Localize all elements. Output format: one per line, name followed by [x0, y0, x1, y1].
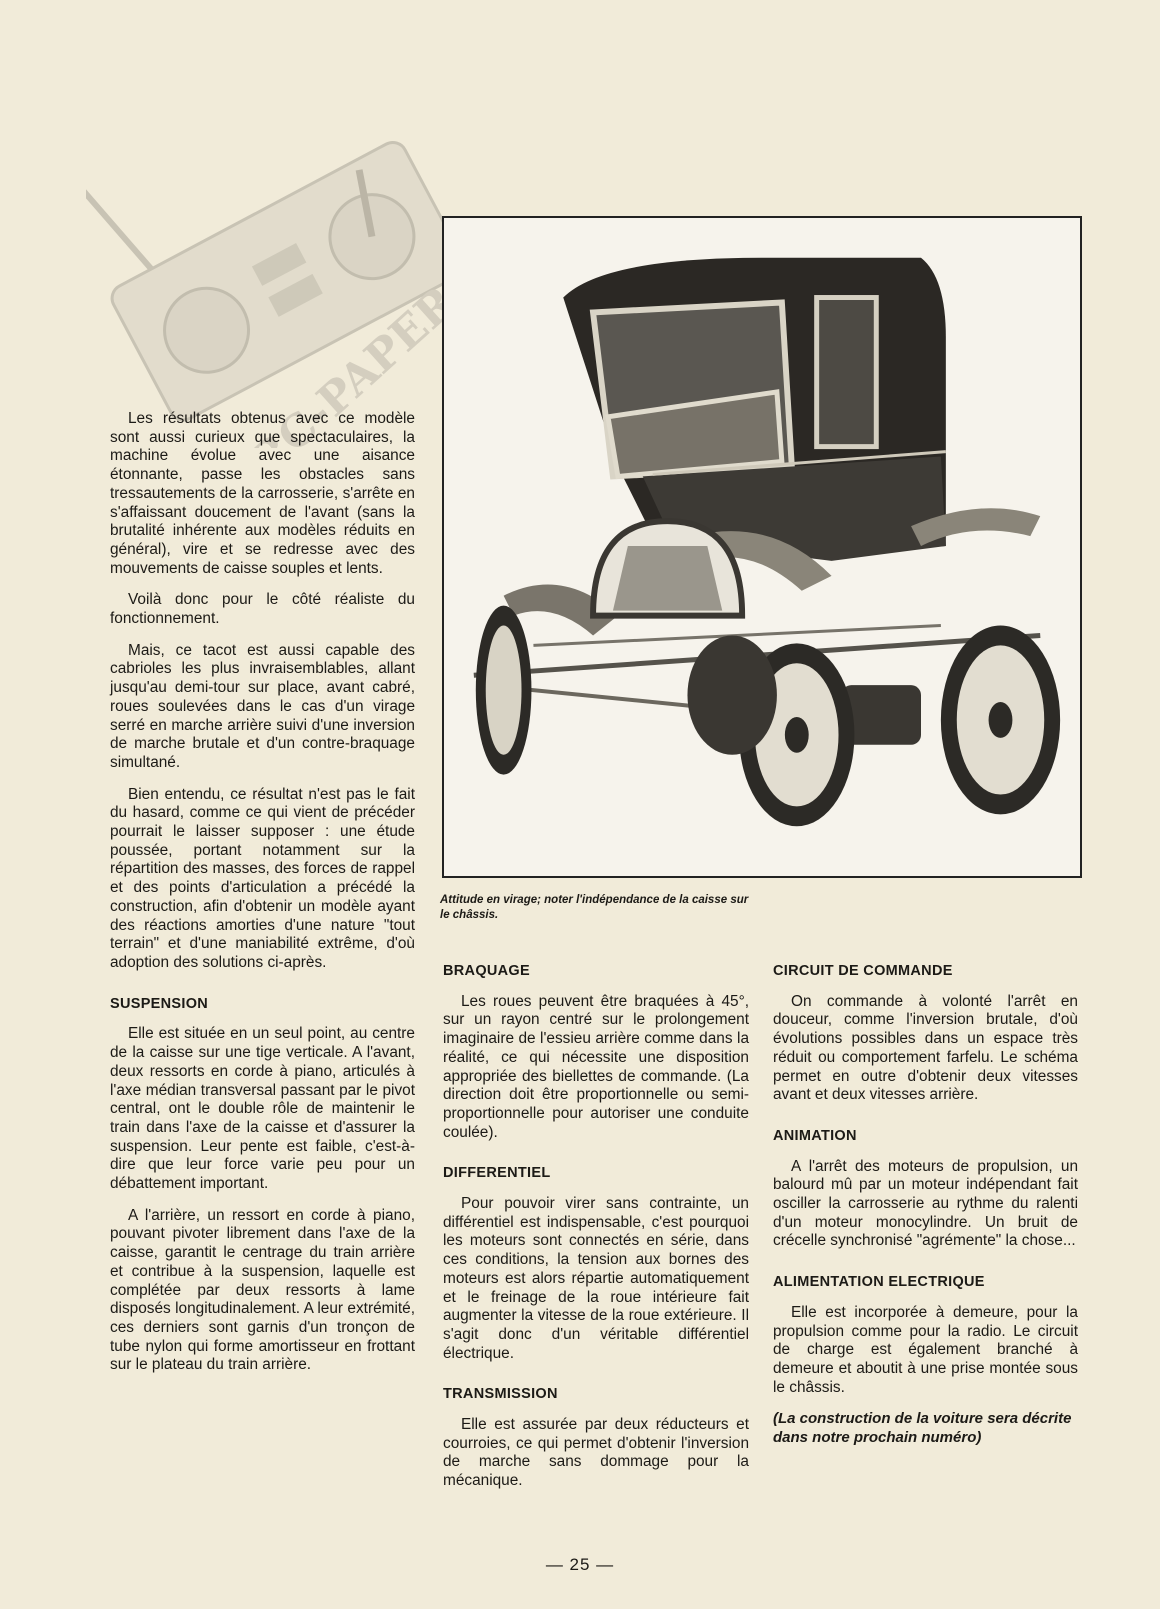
closing-note: (La construction de la voiture sera décrite dans notre prochain numéro)	[773, 1410, 1072, 1447]
text-column-2	[443, 962, 749, 1504]
paragraph: On commande à volonté l'arrêt en douceur, comme l'inversion brutale, d'où évolutions possibles dans un espace très réduit ou comportement farfelu. Le schéma permet en outre d'obtenir deux vitesses avant et deux vitesses arrière.	[773, 992, 1078, 1104]
section-heading-circuit: CIRCUIT DE COMMANDE	[773, 963, 953, 979]
section-heading-alimentation: ALIMENTATION ELECTRIQUE	[773, 1274, 985, 1291]
paragraph: Pour pouvoir virer sans contrainte, un différentiel est indispensable, c'est pourquoi les moteurs sont connectés en série, dans ces conditions, la tension aux bornes des moteurs est alors répartie automatiquement et le freinage de la roue intérieure fait augmenter la vitesse de la roue extérieure. Il s'agit donc d'un véritable différentiel électrique.	[443, 1195, 749, 1362]
page-number: — 25 —	[545, 1555, 615, 1574]
transmitter-icon	[86, 88, 469, 425]
wheel-front-left	[476, 606, 532, 775]
paragraph: Les résultats obtenus avec ce modèle sont aussi curieux que spectaculaires, la machine évolue avec une aisance étonnante, passe les obstacles sans tressautements de la carrosserie, s'arrête en s'affaissant doucement de l'avant (sans la brutalité inhérente aux modèles réduits en général), vire et se redresse avec des mouvements de caisse souples et lents.	[110, 410, 415, 577]
paragraph: Mais, ce tacot est aussi capable des cabrioles les plus invraisemblables, allant jusqu'au demi-tour sur place, avant cabré, roues soulevées dans le cas d'un virage serré en marche arrière suivi d'une inversion de marche brutale et d'un contre-braquage simultané.	[110, 641, 415, 771]
paragraph: A l'arrêt des moteurs de propulsion, un balourd mû par un moteur indépendant fait osciller la carrosserie au rythme du ralenti d'un moteur monocylindre. Un bruit de crécelle synchronisé "agrémente" la chose...	[773, 1157, 1078, 1250]
text-column-3	[773, 962, 1078, 1461]
paragraph: Elle est incorporée à demeure, pour la propulsion comme pour la radio. Le circuit de charge est également branché à demeure et aboutit à une prise montée sous le châssis.	[773, 1303, 1078, 1396]
paragraph: Les roues peuvent être braquées à 45°, sur un rayon centré sur le prolongement imaginaire de l'essieu arrière comme dans la réalité, ce qui nécessite une disposition appropriée des biellettes de commande. (La direction doit être proportionnelle ou semi-proportionnelle pour autoriser une conduite coulée).	[443, 992, 749, 1141]
paragraph: Voilà donc pour le côté réaliste du fonctionnement.	[110, 591, 415, 628]
car-photo	[442, 216, 1082, 878]
text-column-1	[110, 410, 415, 1388]
section-heading-braquage: BRAQUAGE	[443, 963, 530, 979]
section-heading-suspension: SUSPENSION	[110, 995, 209, 1012]
paragraph: Elle est située en un seul point, au centre de la caisse sur une tige verticale. A l'avant, deux ressorts en corde à piano, articulés à l'axe médian transversal passant par le pivot central, ont le double rôle de maintenir le train dans l'axe de la caisse et d'assurer la suspension. Leur pente est faible, c'est-à-dire que leur force varie peu pour un débattement important.	[110, 1025, 415, 1193]
section-heading-transmission: TRANSMISSION	[443, 1386, 558, 1403]
section-heading-animation: ANIMATION	[773, 1127, 857, 1144]
photo-caption: Attitude en virage; noter l'indépendance de la caisse sur le châssis.	[440, 894, 749, 921]
section-heading-differentiel: DIFFERENTIEL	[443, 1165, 551, 1182]
wheel-rear-left	[687, 635, 776, 754]
wheel-rear-right	[941, 626, 1060, 815]
paragraph: Bien entendu, ce résultat n'est pas le fait du hasard, comme ce qui vient de précéder pourrait le laisser supposer : une étude poussée, portant notamment sur la répartition des masses, des forces de rappel et des points d'articulation a précédé la construction, afin d'obtenir un modèle ayant des réactions amorties d'une nature "tout terrain" et d'une maniabilité extrême, d'où adoption des solutions ci-après.	[110, 785, 415, 971]
paragraph: A l'arrière, un ressort en corde à piano, pouvant pivoter librement dans l'axe de la caisse, garantit le centrage du train arrière et contribue à la suspension, laquelle est complétée par deux ressorts à lame disposés longitudinalement. A leur extrémité, ces derniers sont garnis d'un tronçon de tube nylon qui forme amortisseur en frottant sur le plateau du train arrière.	[110, 1206, 415, 1374]
paragraph: Elle est assurée par deux réducteurs et courroies, ce qui permet d'obtenir l'inversion de marche sans dommage pour la mécanique.	[443, 1416, 749, 1490]
